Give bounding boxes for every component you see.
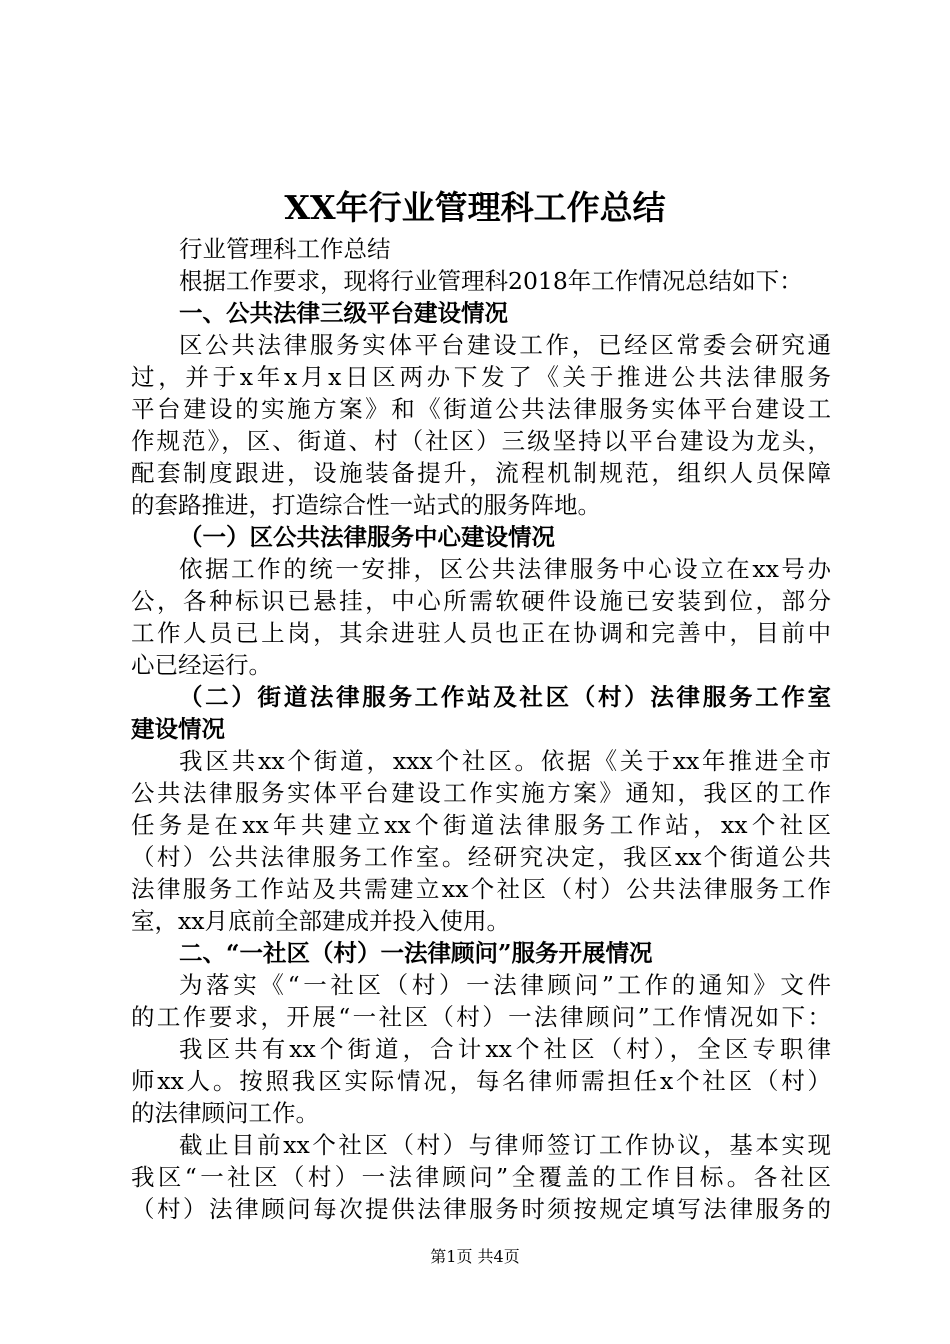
paragraph-line: 行业管理科工作总结 [179, 235, 391, 263]
paragraph-line: 的法律顾问工作。 [131, 1099, 319, 1127]
section-heading: 一、公共法律三级平台建设情况 [179, 299, 508, 327]
paragraph-line: 的套路推进，打造综合性一站式的服务阵地。 [131, 491, 601, 519]
paragraph-line: （村）公共法律服务工作室。经研究决定，我区xx个街道公共 [131, 843, 831, 871]
paragraph-line: 作规范》，区、街道、村（社区）三级坚持以平台建设为龙头， [131, 427, 831, 455]
paragraph-line: 平台建设的实施方案》和《街道公共法律服务实体平台建设工 [131, 395, 831, 423]
subsection-heading: （一）区公共法律服务中心建设情况 [179, 523, 555, 551]
subsection-heading-continued: 建设情况 [131, 715, 225, 743]
document-body [131, 233, 831, 1225]
paragraph-line: 我区共有xx个街道，合计xx个社区（村），全区专职律 [179, 1035, 831, 1063]
page-number-footer: 第1页 共4页 [430, 1247, 520, 1266]
paragraph-line: 为落实《“一社区（村）一法律顾问”工作的通知》文件 [179, 971, 831, 999]
paragraph-line: 区公共法律服务实体平台建设工作，已经区常委会研究通 [179, 331, 831, 359]
paragraph-line: （村）法律顾问每次提供法律服务时须按规定填写法律服务的 [131, 1195, 831, 1223]
paragraph-line: 依据工作的统一安排，区公共法律服务中心设立在xx号办 [179, 555, 831, 583]
section-heading: 二、“一社区（村）一法律顾问”服务开展情况 [179, 939, 653, 967]
paragraph-line: 配套制度跟进，设施装备提升，流程机制规范，组织人员保障 [131, 459, 831, 487]
paragraph-line: 工作人员已上岗，其余进驻人员也正在协调和完善中，目前中 [131, 619, 831, 647]
paragraph-line: 心已经运行。 [131, 651, 272, 679]
paragraph-line: 的工作要求，开展“一社区（村）一法律顾问”工作情况如下： [131, 1003, 831, 1031]
paragraph-line: 我区“一社区（村）一法律顾问”全覆盖的工作目标。各社区 [131, 1163, 831, 1191]
paragraph-line: 法律服务工作站及共需建立xx个社区（村）公共法律服务工作 [131, 875, 831, 903]
paragraph-line: 过，并于x年x月x日区两办下发了《关于推进公共法律服务 [131, 363, 831, 391]
paragraph-line: 公共法律服务实体平台建设工作实施方案》通知，我区的工作 [131, 779, 831, 807]
paragraph-line: 室，xx月底前全部建成并投入使用。 [131, 907, 511, 935]
paragraph-line: 我区共xx个街道，xxx个社区。依据《关于xx年推进全市 [179, 747, 831, 775]
paragraph-line: 任务是在xx年共建立xx个街道法律服务工作站，xx个社区 [131, 811, 831, 839]
paragraph-line: 根据工作要求，现将行业管理科2018年工作情况总结如下： [179, 267, 803, 295]
paragraph-line: 师xx人。按照我区实际情况，每名律师需担任x个社区（村） [131, 1067, 831, 1095]
paragraph-line: 截止目前xx个社区（村）与律师签订工作协议，基本实现 [179, 1131, 831, 1159]
paragraph-line: 公，各种标识已悬挂，中心所需软硬件设施已安装到位，部分 [131, 587, 831, 615]
document-title: XX年行业管理科工作总结 [284, 188, 666, 227]
subsection-heading: （二）街道法律服务工作站及社区（村）法律服务工作室 [179, 683, 831, 711]
